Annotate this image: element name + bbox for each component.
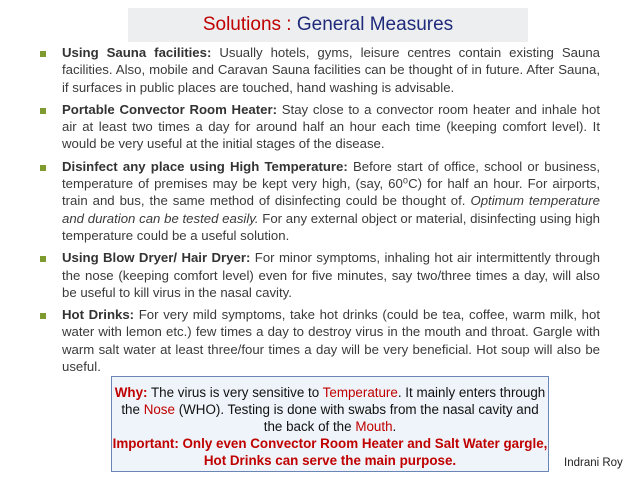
bullet-text: Before start of office, school or business, temperature of premises may be kept very high, (say, 60⁰C) for half an hour. For airports, train and bus, the same method of disinfecting could be thought of. <box>62 158 600 209</box>
why-keyword-temperature: Temperature <box>322 385 398 400</box>
title-accent: Solutions : <box>202 14 292 35</box>
list-item-hot-drinks <box>40 306 600 375</box>
bullet-heading: Portable Convector Room Heater: <box>62 101 277 117</box>
square-bullet-icon <box>40 108 46 114</box>
bullet-heading: Disinfect any place using High Temperature: <box>62 158 348 174</box>
list-item-sauna <box>40 44 600 96</box>
bullet-emphasis: Optimum temperature and duration can be tested easily. <box>62 193 600 226</box>
list-item-hair-dryer <box>40 249 600 301</box>
square-bullet-icon <box>40 165 46 171</box>
square-bullet-icon <box>40 51 46 57</box>
bullet-text: For very mild symptoms, take hot drinks (could be tea, coffee, warm milk, hot water with lemon etc.) few times a day to destroy virus in the mouth and throat. Gargle with warm salt water at least three/four times a day will be very beneficial. Hot soup will also be useful. <box>62 307 601 375</box>
slide-title <box>128 8 528 42</box>
measures-list <box>40 44 600 380</box>
why-text-1: The virus is very sensitive to <box>151 385 320 400</box>
why-text-3: (WHO). Testing is done with swabs from the nasal cavity and the back of the <box>178 402 539 434</box>
bullet-text-after: For any external object or material, disinfecting using high temperature could be a useful solution. <box>62 210 600 243</box>
square-bullet-icon <box>40 256 46 262</box>
bullet-text: Usually hotels, gyms, leisure centres contain existing Sauna facilities. Also, mobile and Caravan Sauna facilities can be thought of in future. After Sauna, if surfaces in public places are touched, hand washing is advisable. <box>62 45 600 95</box>
why-keyword-nose: Nose <box>143 402 175 417</box>
author-credit: Indrani Roy <box>564 457 623 469</box>
title-main: General Measures <box>296 14 454 35</box>
bullet-heading: Using Blow Dryer/ Hair Dryer: <box>62 250 251 266</box>
why-text-2: . It mainly enters through the <box>121 385 546 417</box>
bullet-text: For minor symptoms, inhaling hot air intermittently through the nose (keeping comfort level) even for five minutes, say two/three times a day, will also be useful to kill virus in the nasal cavity. <box>62 250 600 300</box>
square-bullet-icon <box>40 313 46 319</box>
list-item-high-temperature <box>40 158 600 244</box>
bullet-heading: Using Sauna facilities: <box>62 45 212 60</box>
important-note: Important: Only even Convector Room Heater and Salt Water gargle, Hot Drinks can serve the main purpose. <box>112 436 548 468</box>
why-keyword-mouth: Mouth <box>355 419 393 434</box>
why-text-4: . <box>392 419 397 434</box>
list-item-convector-heater <box>40 101 600 153</box>
why-label: Why: <box>114 385 148 400</box>
bullet-heading: Hot Drinks: <box>62 307 135 323</box>
why-callout-box <box>111 376 549 472</box>
bullet-text: Stay close to a convector room heater and inhale hot air at least two times a day for around half an hour each time (keeping comfort level). It would be very useful at the initial stages of the disease. <box>62 101 601 152</box>
